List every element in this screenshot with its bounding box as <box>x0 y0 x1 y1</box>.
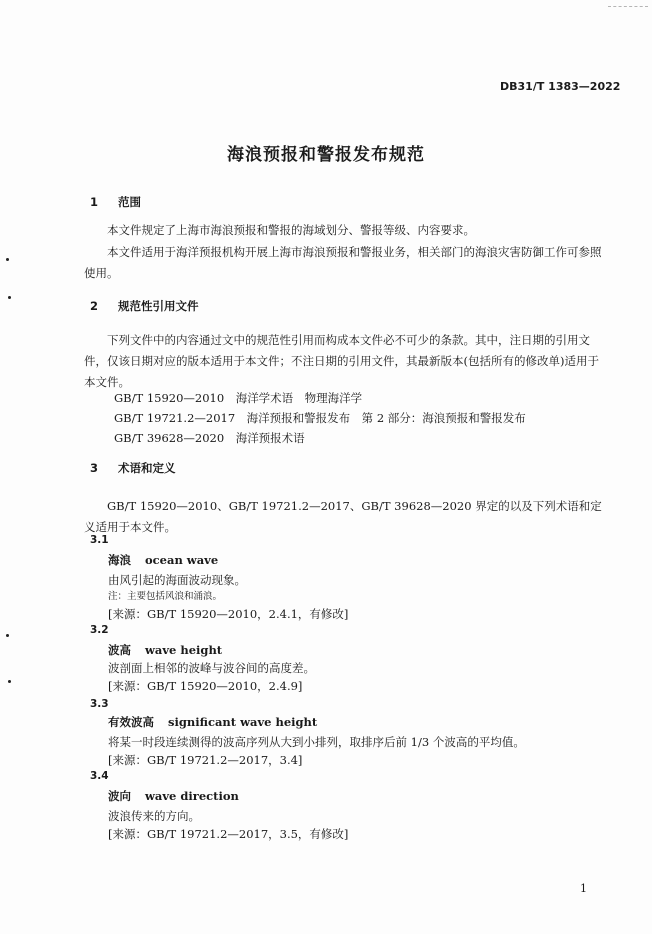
section-number: 1 <box>90 195 99 209</box>
term-source: [来源：GB/T 15920—2010，2.4.9] <box>108 679 303 693</box>
term-definition: 将某一时段连续测得的波高序列从大到小排列，取排序后前 1/3 个波高的平均值。 <box>108 735 525 749</box>
paragraph: 本文件规定了上海市海浪预报和警报的海域划分、警报等级、内容要求。 <box>107 223 475 237</box>
document-number: DB31/T 1383—2022 <box>500 80 621 93</box>
clause-number: 3.4 <box>90 770 109 782</box>
section-number: 3 <box>90 461 99 475</box>
clause-number: 3.1 <box>90 534 109 546</box>
scan-mark <box>8 680 11 683</box>
section-heading-1 <box>90 194 141 210</box>
term-heading <box>108 788 239 804</box>
scan-mark <box>6 634 9 637</box>
term-definition: 波剖面上相邻的波峰与波谷间的高度差。 <box>108 661 315 675</box>
clause-number: 3.3 <box>90 698 109 710</box>
section-title: 范围 <box>118 195 141 209</box>
page-title: 海浪预报和警报发布规范 <box>227 145 425 165</box>
term-note: 注：主要包括风浪和涌浪。 <box>108 591 223 602</box>
term-heading <box>108 714 317 730</box>
term-en: wave direction <box>145 789 239 803</box>
term-en: significant wave height <box>168 715 318 729</box>
term-definition: 波浪传来的方向。 <box>108 809 200 823</box>
term-source: [来源：GB/T 19721.2—2017，3.5，有修改] <box>108 827 349 841</box>
term-heading <box>108 642 222 658</box>
term-heading <box>108 552 218 568</box>
section-heading-3 <box>90 460 176 476</box>
term-zh: 波高 <box>108 643 131 657</box>
section-number: 2 <box>90 299 99 313</box>
paragraph: GB/T 15920—2010、GB/T 19721.2—2017、GB/T 39628—2020 界定的以及下列术语和定义适用于本文件。 <box>84 499 602 534</box>
section-title: 术语和定义 <box>118 461 176 475</box>
term-source: [来源：GB/T 19721.2—2017，3.4] <box>108 753 303 767</box>
term-definition: 由风引起的海面波动现象。 <box>108 573 246 587</box>
reference-item: GB/T 15920—2010 海洋学术语 物理海洋学 <box>114 391 363 405</box>
scan-mark <box>8 296 11 299</box>
reference-item: GB/T 39628—2020 海洋预报术语 <box>114 431 305 445</box>
term-source: [来源：GB/T 15920—2010，2.4.1，有修改] <box>108 607 349 621</box>
paragraph: 本文件适用于海洋预报机构开展上海市海浪预报和警报业务，相关部门的海浪灾害防御工作可参照使用。 <box>84 245 602 280</box>
scan-mark <box>6 258 9 261</box>
reference-item: GB/T 19721.2—2017 海洋预报和警报发布 第 2 部分：海浪预报和警报发布 <box>114 411 526 425</box>
clause-number: 3.2 <box>90 624 109 636</box>
term-zh: 有效波高 <box>108 715 154 729</box>
term-en: ocean wave <box>145 553 219 567</box>
header-rule <box>608 6 648 7</box>
term-zh: 波向 <box>108 789 131 803</box>
page-number: 1 <box>580 882 587 895</box>
section-title: 规范性引用文件 <box>118 299 199 313</box>
paragraph: 下列文件中的内容通过文中的规范性引用而构成本文件必不可少的条款。其中，注日期的引用文件，仅该日期对应的版本适用于本文件；不注日期的引用文件，其最新版本(包括所有的修改单)适用于本文件。 <box>84 333 599 389</box>
term-en: wave height <box>145 643 223 657</box>
section-heading-2 <box>90 298 199 314</box>
term-zh: 海浪 <box>108 553 131 567</box>
